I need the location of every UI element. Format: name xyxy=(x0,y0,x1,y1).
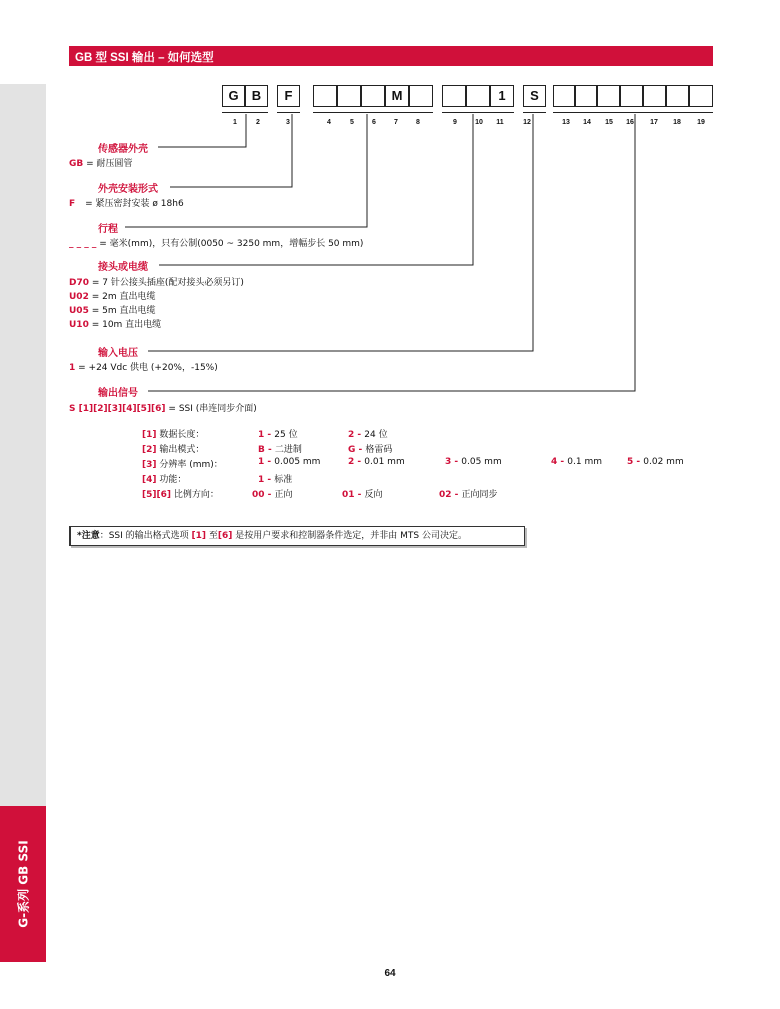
connection-option xyxy=(69,317,161,330)
position-number: 10 xyxy=(475,119,483,126)
option-desc: = 耐压圆管 xyxy=(83,159,133,169)
option-code: U10 xyxy=(69,320,89,330)
sidebar-section-label: G-系列 GB SSI xyxy=(16,840,31,928)
ssi-option: 2 - 24 位 xyxy=(348,430,388,440)
option-desc: = 5m 直出电缆 xyxy=(88,306,156,316)
ssi-option: B - 二进制 xyxy=(258,445,302,455)
option-desc: = 毫米(mm)，只有公制(0050 ~ 3250 mm，增幅步长 50 mm) xyxy=(96,239,364,249)
output-option xyxy=(69,401,257,414)
code-box-3: F xyxy=(277,85,300,107)
ssi-row-label xyxy=(142,457,223,470)
housing-option xyxy=(69,156,133,169)
option-code: 1 xyxy=(69,363,76,373)
position-number: 11 xyxy=(496,119,504,126)
position-number: 8 xyxy=(416,119,420,126)
ssi-option: G - 格雷码 xyxy=(348,445,393,455)
ssi-option: 3 - 0.05 mm xyxy=(445,457,502,467)
option-code: _ _ _ _ xyxy=(69,239,97,249)
section-heading-output: 输出信号 xyxy=(98,388,138,399)
position-number: 19 xyxy=(697,119,705,126)
position-number: 3 xyxy=(286,119,290,126)
ssi-row-label xyxy=(142,487,219,500)
option-code: F xyxy=(69,199,76,209)
ssi-key: [1] xyxy=(142,430,157,440)
connection-option xyxy=(69,289,155,302)
ssi-key: [3] xyxy=(142,460,157,470)
option-code: GB xyxy=(69,159,84,169)
ssi-option: 1 - 标准 xyxy=(258,475,293,485)
page-title: GB 型 SSI 输出 – 如何选型 xyxy=(75,52,214,64)
section-heading-housing: 传感器外壳 xyxy=(98,144,148,155)
code-box-2: B xyxy=(245,85,268,107)
section-heading-connection: 接头或电缆 xyxy=(98,262,148,273)
section-heading-voltage: 输入电压 xyxy=(98,348,138,359)
option-desc: = +24 Vdc 供电 (+20%，-15%) xyxy=(75,363,218,373)
voltage-option xyxy=(69,360,218,373)
section-heading-stroke: 行程 xyxy=(98,224,118,235)
ssi-label: 比例方向： xyxy=(170,490,219,500)
option-code: U02 xyxy=(69,292,89,302)
ssi-row-label xyxy=(142,472,186,485)
position-number: 5 xyxy=(350,119,354,126)
position-number: 7 xyxy=(394,119,398,126)
option-desc: = 7 针公接头插座(配对接头必须另订) xyxy=(89,278,244,288)
position-number: 17 xyxy=(650,119,658,126)
code-box-12: S xyxy=(523,85,546,107)
position-number: 13 xyxy=(562,119,570,126)
position-number: 14 xyxy=(583,119,591,126)
position-number: 18 xyxy=(673,119,681,126)
position-number: 9 xyxy=(453,119,457,126)
option-code: D70 xyxy=(69,278,89,288)
ssi-option: 02 - 正向同步 xyxy=(439,490,498,500)
option-desc: = 10m 直出电缆 xyxy=(88,320,162,330)
position-number: 6 xyxy=(372,119,376,126)
ssi-row-label xyxy=(142,442,204,455)
position-number: 16 xyxy=(626,119,634,126)
note-prefix: *注意 xyxy=(77,531,100,541)
ssi-option: 1 - 0.005 mm xyxy=(258,457,321,467)
option-code: S [1][2][3][4][5][6] xyxy=(69,404,166,414)
option-desc: = 2m 直出电缆 xyxy=(88,292,156,302)
ssi-label: 数据长度： xyxy=(156,430,205,440)
ssi-option: 5 - 0.02 mm xyxy=(627,457,684,467)
note-box: *注意：SSI 的输出格式选项 [1] 至[6] 是按用户要求和控制器条件选定，并非由 MTS 公司决定。 xyxy=(69,526,525,546)
ssi-option: 01 - 反向 xyxy=(342,490,383,500)
ssi-label: 输出模式： xyxy=(156,445,205,455)
ssi-key: [2] xyxy=(142,445,157,455)
connection-option xyxy=(69,275,244,288)
position-number: 2 xyxy=(256,119,260,126)
option-desc: = 紧压密封安装 ø 18h6 xyxy=(85,199,184,209)
section-heading-mounting: 外壳安装形式 xyxy=(98,184,158,195)
position-number: 15 xyxy=(605,119,613,126)
option-desc: = SSI (串连同步介面) xyxy=(165,404,257,414)
ssi-key: [4] xyxy=(142,475,157,485)
ssi-label: 分辨率 (mm)： xyxy=(156,460,223,470)
stroke-option xyxy=(69,236,363,249)
ssi-label: 功能： xyxy=(156,475,187,485)
code-box-1: G xyxy=(222,85,245,107)
ssi-row-label xyxy=(142,427,204,440)
ssi-key: [5][6] xyxy=(142,490,171,500)
position-number: 12 xyxy=(523,119,531,126)
ssi-option: 2 - 0.01 mm xyxy=(348,457,405,467)
page-number: 64 xyxy=(384,968,396,979)
code-box-7: M xyxy=(385,85,409,107)
option-code: U05 xyxy=(69,306,89,316)
position-number: 4 xyxy=(327,119,331,126)
mounting-option xyxy=(69,196,184,209)
position-number: 1 xyxy=(233,119,237,126)
code-box-11: 1 xyxy=(490,85,514,107)
ssi-option: 4 - 0.1 mm xyxy=(551,457,602,467)
ssi-option: 1 - 25 位 xyxy=(258,430,298,440)
ssi-option: 00 - 正向 xyxy=(252,490,293,500)
connection-option xyxy=(69,303,155,316)
